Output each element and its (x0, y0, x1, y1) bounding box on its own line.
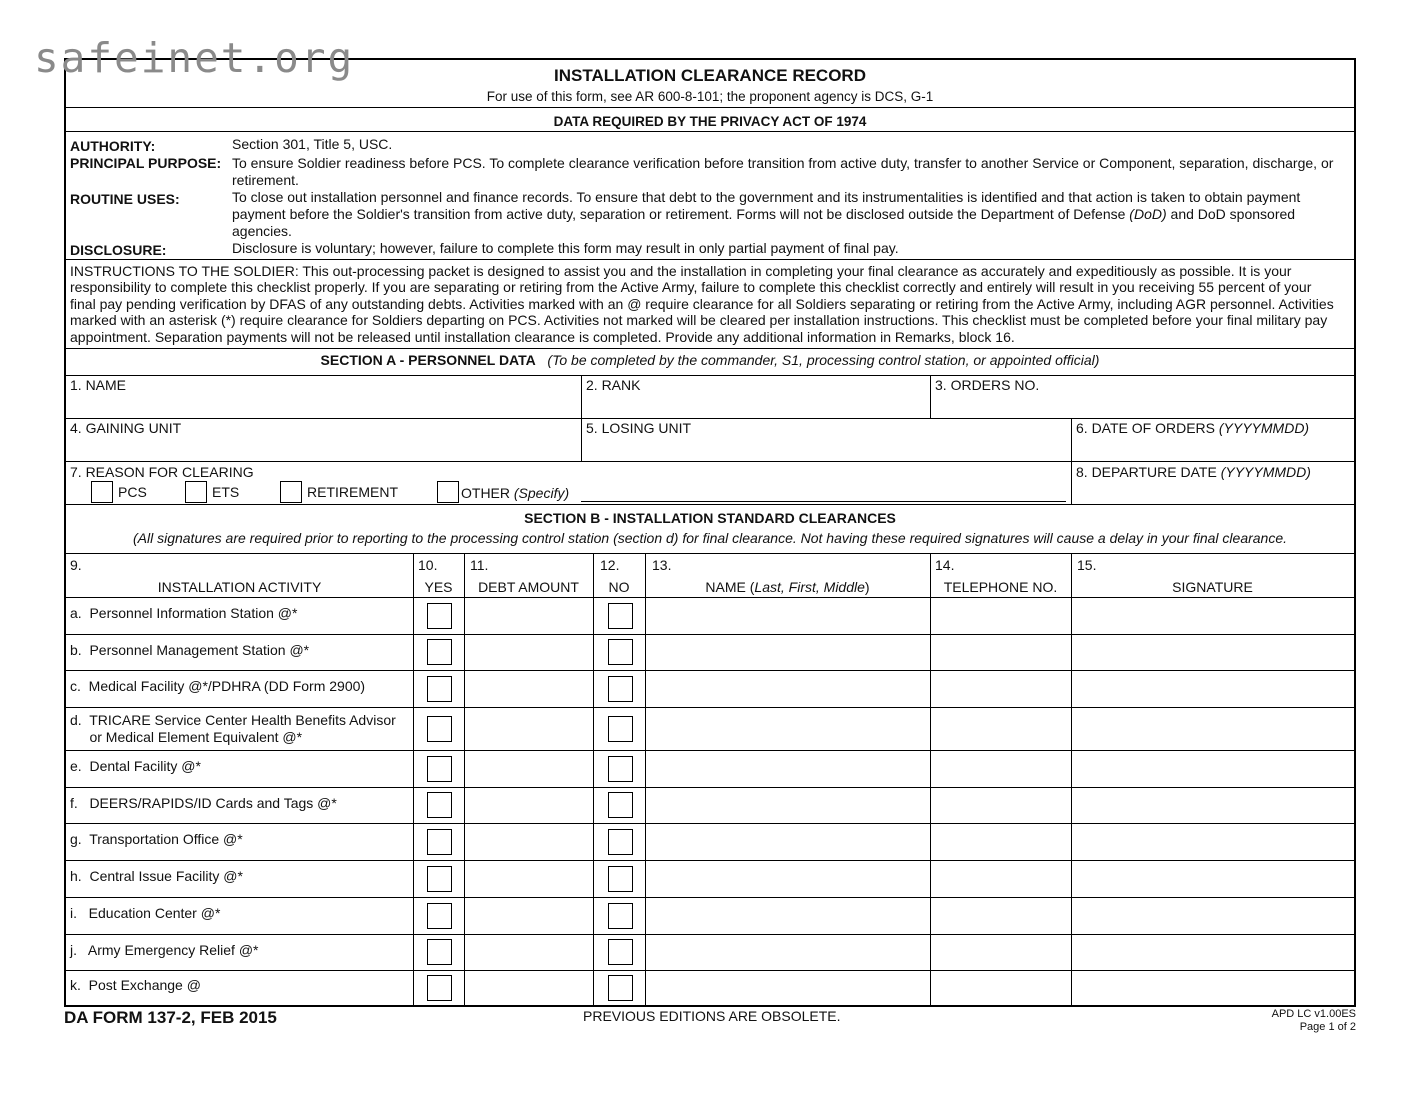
name-cell[interactable] (646, 751, 929, 786)
telephone-cell[interactable] (931, 898, 1070, 933)
no-checkbox[interactable] (608, 939, 633, 965)
other-specify-input[interactable] (581, 501, 1066, 502)
form-version: APD LC v1.00ES Page 1 of 2 (1271, 1008, 1356, 1033)
debt-amount-cell[interactable] (465, 971, 592, 1004)
no-checkbox[interactable] (608, 866, 633, 892)
activity-label: h. Central Issue Facility @* (70, 868, 243, 884)
instructions-text: INSTRUCTIONS TO THE SOLDIER: This out-processing packet is designed to assist you and the installation in completing your final clearance as accurately and expeditiously as possible. It is your responsibility to complete this checklist properly. If you are separating or retiring from the Active Army, failure to complete this checklist correctly and entirely will result in you receiving 55 percent of your final pay pending verification by DFAS of any outstanding debts. Activities marked with an @ require clearance for all Soldiers separating or retiring from the Active Army, including AGR personnel. Activities marked with an asterisk (*) require clearance for Soldiers departing on PCS. Activities not marked will be cleared per installation instructions. This checklist must be completed before your final military pay appointment. Separation payments will not be released until installation clearance is completed. Provide any additional information in Remarks, block 16. (70, 263, 1334, 345)
activity-label: i. Education Center @* (70, 905, 221, 921)
yes-checkbox[interactable] (427, 903, 452, 929)
name-cell[interactable] (646, 635, 929, 669)
activity-label: e. Dental Facility @* (70, 758, 201, 774)
signature-cell[interactable] (1072, 671, 1353, 706)
activity-label: c. Medical Facility @*/PDHRA (DD Form 2900) (70, 678, 366, 694)
telephone-cell[interactable] (931, 824, 1070, 859)
col-15-num: 15. (1077, 557, 1097, 573)
no-checkbox[interactable] (608, 603, 633, 629)
signature-cell[interactable] (1072, 708, 1353, 749)
no-checkbox[interactable] (608, 792, 633, 818)
privacy-block (70, 135, 1338, 259)
col-14-num: 14. (935, 557, 955, 573)
telephone-cell[interactable] (931, 788, 1070, 822)
col-no-header: NO (608, 579, 630, 595)
activity-label: b. Personnel Management Station @* (70, 642, 310, 658)
name-cell[interactable] (646, 708, 929, 749)
debt-amount-cell[interactable] (465, 751, 592, 786)
name-cell[interactable] (646, 935, 929, 969)
signature-cell[interactable] (1072, 788, 1353, 822)
telephone-cell[interactable] (931, 935, 1070, 969)
rank-field[interactable]: 2. RANK (586, 377, 641, 393)
other-label: OTHER (Specify) (461, 485, 570, 501)
yes-checkbox[interactable] (427, 676, 452, 702)
col-debt-header: DEBT AMOUNT (478, 579, 579, 595)
activity-label: g. Transportation Office @* (70, 831, 243, 847)
reason-for-clearing-label: 7. REASON FOR CLEARING (70, 464, 254, 480)
no-checkbox[interactable] (608, 975, 633, 1001)
signature-cell[interactable] (1072, 935, 1353, 969)
no-checkbox[interactable] (608, 716, 633, 742)
debt-amount-cell[interactable] (465, 708, 592, 749)
yes-checkbox[interactable] (427, 939, 452, 965)
activity-label: f. DEERS/RAPIDS/ID Cards and Tags @* (70, 795, 337, 811)
activity-label: d. TRICARE Service Center Health Benefits Advisor or Medical Element Equivalent @* (70, 712, 396, 745)
name-cell[interactable] (646, 598, 929, 633)
name-cell[interactable] (646, 824, 929, 859)
purpose-text: To ensure Soldier readiness before PCS. To complete clearance verification before transition from active duty, transfer to another Service or Component, separation, discharge, or retirement. (232, 155, 1334, 188)
yes-checkbox[interactable] (427, 975, 452, 1001)
debt-amount-cell[interactable] (465, 898, 592, 933)
debt-amount-cell[interactable] (465, 671, 592, 706)
telephone-cell[interactable] (931, 708, 1070, 749)
no-checkbox[interactable] (608, 639, 633, 665)
yes-checkbox[interactable] (427, 792, 452, 818)
activity-label: a. Personnel Information Station @* (70, 605, 298, 621)
debt-amount-cell[interactable] (465, 824, 592, 859)
no-checkbox[interactable] (608, 829, 633, 855)
debt-amount-cell[interactable] (465, 788, 592, 822)
signature-cell[interactable] (1072, 598, 1353, 633)
name-cell[interactable] (646, 861, 929, 896)
telephone-cell[interactable] (931, 861, 1070, 896)
yes-checkbox[interactable] (427, 716, 452, 742)
retirement-checkbox[interactable] (280, 481, 302, 503)
watermark: safeinet.org (34, 34, 355, 82)
privacy-heading: DATA REQUIRED BY THE PRIVACY ACT OF 1974 (553, 114, 867, 129)
retirement-label: RETIREMENT (307, 484, 398, 500)
name-cell[interactable] (646, 898, 929, 933)
no-checkbox[interactable] (608, 676, 633, 702)
disclosure-label: DISCLOSURE: (70, 242, 167, 258)
losing-unit-field[interactable]: 5. LOSING UNIT (586, 420, 692, 436)
yes-checkbox[interactable] (427, 866, 452, 892)
signature-cell[interactable] (1072, 971, 1353, 1004)
name-cell[interactable] (646, 671, 929, 706)
purpose-label: PRINCIPAL PURPOSE: (70, 155, 222, 171)
form-title: INSTALLATION CLEARANCE RECORD (554, 66, 866, 85)
yes-checkbox[interactable] (427, 603, 452, 629)
col-signature-header: SIGNATURE (1172, 579, 1253, 595)
pcs-checkbox[interactable] (91, 481, 113, 503)
orders-no-field[interactable]: 3. ORDERS NO. (935, 377, 1040, 393)
signature-cell[interactable] (1072, 861, 1353, 896)
telephone-cell[interactable] (931, 635, 1070, 669)
ets-checkbox[interactable] (185, 481, 207, 503)
signature-cell[interactable] (1072, 824, 1353, 859)
pcs-label: PCS (118, 484, 147, 500)
gaining-unit-field[interactable]: 4. GAINING UNIT (70, 420, 182, 436)
debt-amount-cell[interactable] (465, 598, 592, 633)
debt-amount-cell[interactable] (465, 635, 592, 669)
activity-label: j. Army Emergency Relief @* (70, 942, 259, 958)
other-checkbox[interactable] (437, 481, 459, 503)
telephone-cell[interactable] (931, 671, 1070, 706)
authority-text: Section 301, Title 5, USC. (232, 136, 393, 152)
name-field[interactable]: 1. NAME (70, 377, 127, 393)
signature-cell[interactable] (1072, 635, 1353, 669)
telephone-cell[interactable] (931, 598, 1070, 633)
uses-text: To close out installation personnel and finance records. To ensure that debt to the government and its instrumentalities is identified and that action is taken to obtain payment payment before the Soldier's transition from active duty, separation or retirement. Forms will not be disclosed outside the Department of Defense (DoD) and DoD sponsored agencies. (232, 189, 1301, 239)
disclosure-text: Disclosure is voluntary; however, failure to complete this form may result in only partial payment of final pay. (232, 240, 899, 256)
no-checkbox[interactable] (608, 756, 633, 782)
yes-checkbox[interactable] (427, 829, 452, 855)
col-9-num: 9. (70, 557, 82, 573)
form-id: DA FORM 137-2, FEB 2015 (64, 1008, 277, 1027)
authority-label: AUTHORITY: (70, 138, 156, 154)
col-13-num: 13. (652, 557, 672, 573)
uses-label: ROUTINE USES: (70, 191, 180, 207)
name-cell[interactable] (646, 971, 929, 1004)
col-11-num: 11. (470, 557, 489, 573)
no-checkbox[interactable] (608, 903, 633, 929)
col-yes-header: YES (424, 579, 453, 595)
signature-cell[interactable] (1072, 898, 1353, 933)
col-activity-header: INSTALLATION ACTIVITY (157, 579, 322, 595)
obsolete-notice: PREVIOUS EDITIONS ARE OBSOLETE. (583, 1008, 841, 1024)
debt-amount-cell[interactable] (465, 935, 592, 969)
name-cell[interactable] (646, 788, 929, 822)
section-b-heading: SECTION B - INSTALLATION STANDARD CLEARANCES (524, 510, 896, 526)
col-name-header: NAME (Last, First, Middle) (705, 579, 870, 595)
section-b-note: (All signatures are required prior to reporting to the processing control station (section d) for final clearance. Not having these required signatures will cause a delay in your final clearance. (132, 530, 1288, 546)
col-10-num: 10. (418, 557, 438, 573)
form-subtitle: For use of this form, see AR 600-8-101; the proponent agency is DCS, G-1 (486, 89, 934, 104)
col-12-num: 12. (600, 557, 620, 573)
telephone-cell[interactable] (931, 751, 1070, 786)
date-of-orders-field[interactable]: 6. DATE OF ORDERS (YYYYMMDD) (1076, 420, 1310, 436)
yes-checkbox[interactable] (427, 756, 452, 782)
col-telephone-header: TELEPHONE NO. (943, 579, 1058, 595)
clearance-form (64, 58, 1356, 1007)
activity-label: k. Post Exchange @ (70, 977, 201, 993)
yes-checkbox[interactable] (427, 639, 452, 665)
section-a-heading: SECTION A - PERSONNEL DATA (To be completed by the commander, S1, processing control station, or appointed official) (320, 352, 1100, 368)
signature-cell[interactable] (1072, 751, 1353, 786)
telephone-cell[interactable] (931, 971, 1070, 1004)
debt-amount-cell[interactable] (465, 861, 592, 896)
ets-label: ETS (212, 484, 240, 500)
departure-date-field[interactable]: 8. DEPARTURE DATE (YYYYMMDD) (1076, 464, 1311, 480)
